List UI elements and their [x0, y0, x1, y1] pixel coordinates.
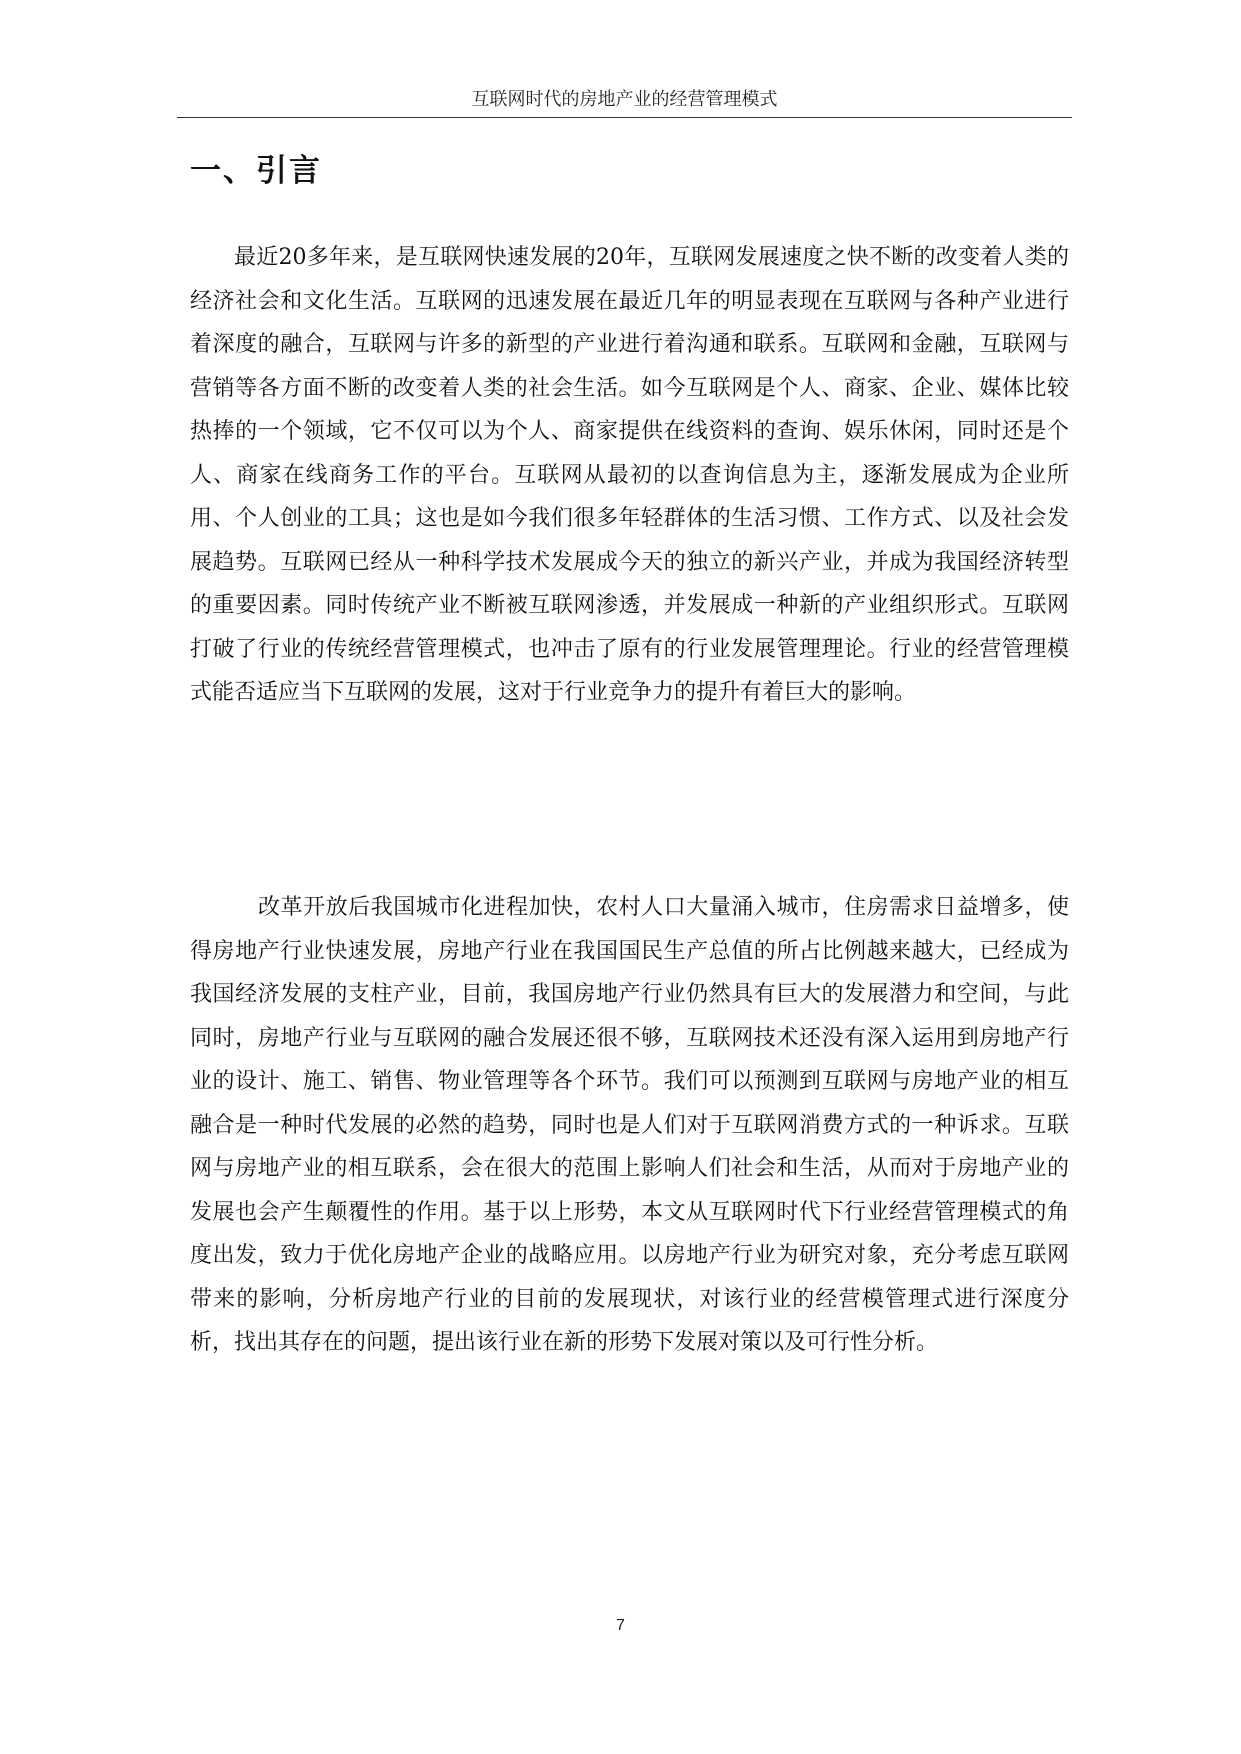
header-divider	[177, 117, 1072, 118]
page-number: 7	[616, 1617, 625, 1634]
body-paragraph-2: 改革开放后我国城市化进程加快，农村人口大量涌入城市，住房需求日益增多，使得房地产行业快速发展，房地产行业在我国国民生产总值的所占比例越来越大，已经成为我国经济发展的支柱产业，目前，我国房地产行业仍然具有巨大的发展潜力和空间，与此同时，房地产行业与互联网的融合发展还很不够，互联网技术还没有深入运用到房地产行业的设计、施工、销售、物业管理等各个环节。我们可以预测到互联网与房地产业的相互融合是一种时代发展的必然的趋势，同时也是人们对于互联网消费方式的一种诉求。互联网与房地产业的相互联系，会在很大的范围上影响人们社会和生活，从而对于房地产业的发展也会产生颠覆性的作用。基于以上形势，本文从互联网时代下行业经营管理模式的角度出发，致力于优化房地产企业的战略应用。以房地产行业为研究对象，充分考虑互联网带来的影响，分析房地产行业的目前的发展现状，对该行业的经营模管理式进行深度分析，找出其存在的问题，提出该行业在新的形势下发展对策以及可行性分析。	[190, 895, 1069, 1355]
running-header-title: 互联网时代的房地产业的经营管理模式	[471, 89, 778, 110]
body-paragraph-1: 最近20多年来，是互联网快速发展的20年，互联网发展速度之快不断的改变着人类的经济社会和文化生活。互联网的迅速发展在最近几年的明显表现在互联网与各种产业进行着深度的融合，互联网与许多的新型的产业进行着沟通和联系。互联网和金融，互联网与营销等各方面不断的改变着人类的社会生活。如今互联网是个人、商家、企业、媒体比较热捧的一个领域，它不仅可以为个人、商家提供在线资料的查询、娱乐休闲，同时还是个人、商家在线商务工作的平台。互联网从最初的以查询信息为主，逐渐发展成为企业所用、个人创业的工具；这也是如今我们很多年轻群体的生活习惯、工作方式、以及社会发展趋势。互联网已经从一种科学技术发展成今天的独立的新兴产业，并成为我国经济转型的重要因素。同时传统产业不断被互联网渗透，并发展成一种新的产业组织形式。互联网打破了行业的传统经营管理模式，也冲击了原有的行业发展管理理论。行业的经营管理模式能否适应当下互联网的发展，这对于行业竞争力的提升有着巨大的影响。	[190, 245, 1069, 705]
section-heading: 一、引言	[190, 153, 322, 189]
